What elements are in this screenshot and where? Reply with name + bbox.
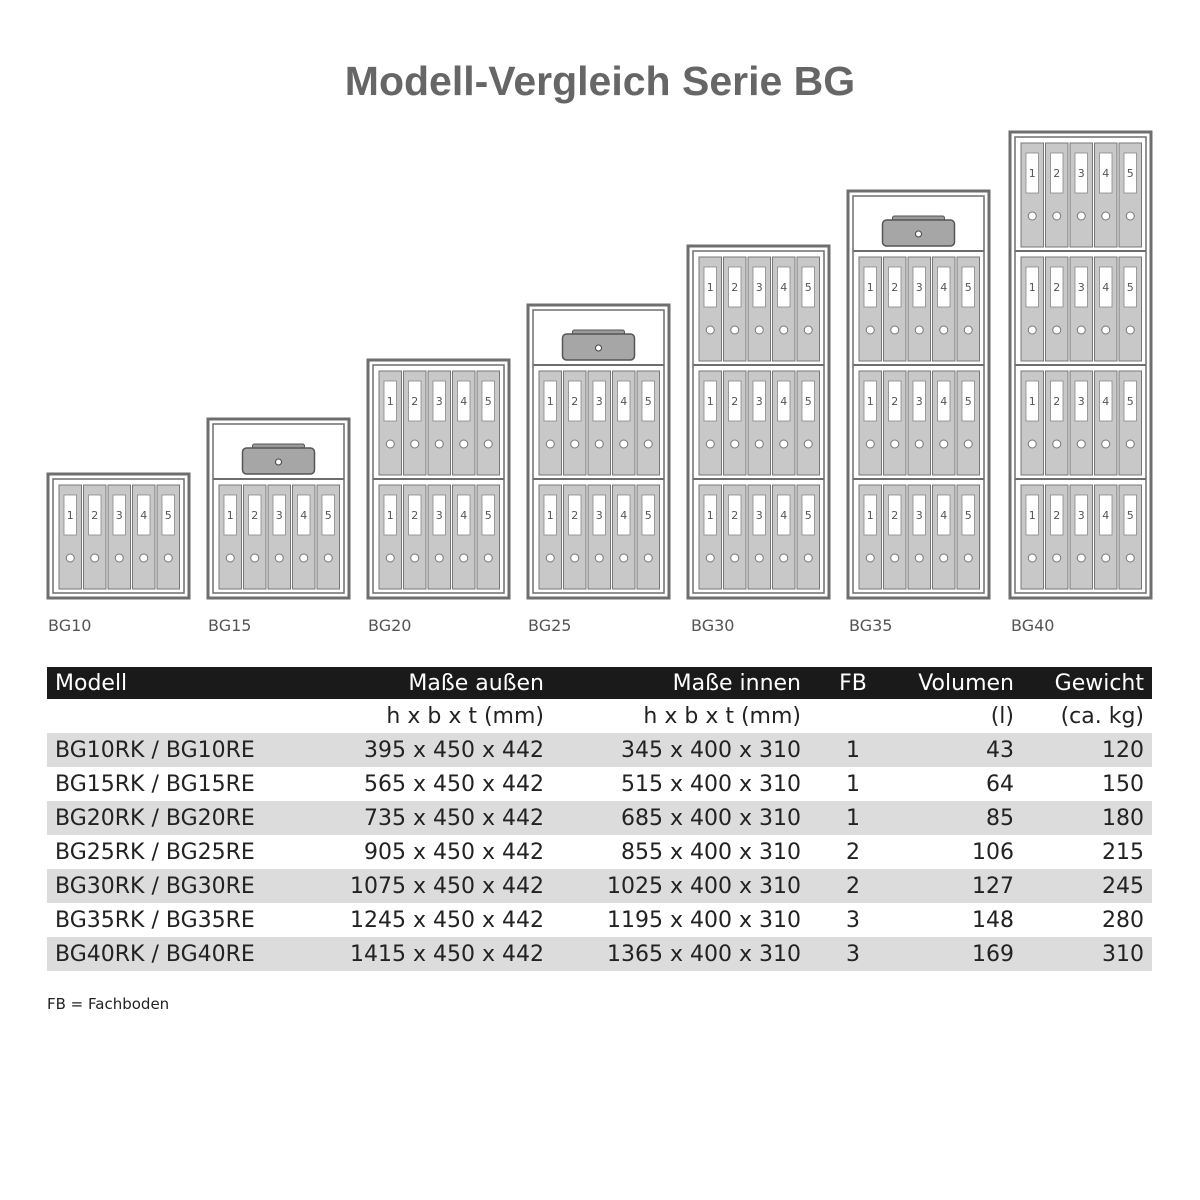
binder-ring [866,554,874,562]
binder-ring [915,554,923,562]
cell-inner: 1025 x 400 x 310 [552,869,809,903]
binder-ring [706,326,714,334]
binder-ring [546,554,554,562]
binder-number: 4 [780,509,788,522]
binder-number: 1 [866,509,874,522]
footnote: FB = Fachboden [47,995,170,1013]
binder-number: 3 [1077,167,1085,180]
binder-ring [571,554,579,562]
binder-number: 2 [251,509,259,522]
cell-inner: 685 x 400 x 310 [552,801,809,835]
binder-ring [275,554,283,562]
binder-ring [644,554,652,562]
binder-ring [1102,326,1110,334]
binder-ring [460,554,468,562]
cash-box-lock [596,345,602,351]
safe-bg40 [1010,132,1151,598]
cell-fb: 2 [809,869,897,903]
binder-number: 1 [1028,167,1036,180]
binder-number: 2 [1053,395,1061,408]
safe-bg25 [528,305,669,598]
table-row [47,937,1152,971]
header-fb: FB [809,667,897,699]
binder-ring [804,440,812,448]
binder-ring [731,554,739,562]
cell-outer: 905 x 450 x 442 [364,839,544,865]
header-volume: Volumen [897,667,1022,699]
binder-ring [940,326,948,334]
binder-number: 5 [964,509,972,522]
cell-volume: 127 [897,869,1022,903]
binder-ring [755,440,763,448]
binder-ring [1126,326,1134,334]
cell-inner: 515 x 400 x 310 [621,771,801,797]
binder-ring [1077,212,1085,220]
cell-inner: 855 x 400 x 310 [621,839,801,865]
binder-number: 2 [571,395,579,408]
binder-ring [1053,440,1061,448]
binder-number: 1 [226,509,234,522]
binder-number: 5 [804,281,812,294]
binder-ring [1077,326,1085,334]
binder-number: 4 [300,509,308,522]
cell-volume: 85 [897,801,1022,835]
header-inner: Maße innen [552,667,809,699]
binder-number: 1 [706,509,714,522]
binder-ring [1102,212,1110,220]
binder-ring [386,440,394,448]
binder-ring [435,554,443,562]
binder-ring [164,554,172,562]
binder-ring [411,554,419,562]
binder-ring [755,326,763,334]
binder-number: 1 [866,281,874,294]
cell-model: BG40RK / BG40RE [47,937,287,971]
binder-number: 4 [940,395,948,408]
cell-fb: 1 [809,801,897,835]
binder-ring [780,554,788,562]
cell-volume: 106 [972,839,1014,865]
binder-number: 3 [755,509,763,522]
cell-outer: 565 x 450 x 442 [364,771,544,797]
cell-fb: 2 [846,839,860,865]
binder-number: 3 [275,509,283,522]
binder-number: 5 [1126,509,1134,522]
binder-ring [460,440,468,448]
binder-number: 5 [324,509,332,522]
binder-ring [1077,554,1085,562]
binder-ring [866,326,874,334]
safe-caption-bg15: BG15 [208,616,252,635]
binder-ring [964,440,972,448]
cell-fb: 1 [846,771,860,797]
binder-number: 1 [386,395,394,408]
cell-weight: 245 [1022,869,1152,903]
binder-ring [595,440,603,448]
table-row [47,835,1152,869]
binder-ring [940,440,948,448]
binder-number: 2 [411,509,419,522]
binder-number: 3 [435,395,443,408]
binder-number: 4 [940,281,948,294]
binder-number: 4 [780,395,788,408]
binder-ring [1126,554,1134,562]
cell-model: BG30RK / BG30RE [47,869,287,903]
binder-number: 5 [484,395,492,408]
binder-number: 2 [1053,167,1061,180]
binder-number: 4 [1102,281,1110,294]
binder-ring [1053,326,1061,334]
table-subheader-row [47,699,1152,733]
binder-number: 2 [731,509,739,522]
cell-fb: 3 [846,907,860,933]
safe-caption-bg10: BG10 [48,616,92,635]
header-model: Modell [47,667,287,699]
cell-fb: 1 [809,733,897,767]
safe-caption-bg20: BG20 [368,616,412,635]
binder-ring [1028,554,1036,562]
binder-ring [915,326,923,334]
table-row [47,869,1152,903]
binder-ring [1053,554,1061,562]
safe-caption-bg40: BG40 [1011,616,1055,635]
binder-number: 4 [1102,395,1110,408]
binder-ring [891,440,899,448]
cell-outer: 1415 x 450 x 442 [287,937,552,971]
binder-number: 2 [411,395,419,408]
binder-ring [620,440,628,448]
binder-number: 2 [731,281,739,294]
binder-number: 2 [91,509,99,522]
cell-outer: 735 x 450 x 442 [287,801,552,835]
binder-number: 5 [484,509,492,522]
cell-fb: 3 [809,937,897,971]
binder-number: 1 [706,281,714,294]
binder-ring [91,554,99,562]
binder-ring [300,554,308,562]
binder-ring [546,440,554,448]
binder-number: 1 [546,395,554,408]
subheader-fb [809,699,897,733]
subheader-outer: h x b x t (mm) [386,703,544,729]
binder-ring [731,326,739,334]
binder-number: 4 [940,509,948,522]
binder-ring [780,326,788,334]
binder-number: 1 [386,509,394,522]
binder-number: 2 [571,509,579,522]
binder-number: 2 [1053,281,1061,294]
cell-volume: 148 [972,907,1014,933]
binder-number: 5 [644,395,652,408]
binder-number: 2 [1053,509,1061,522]
binder-number: 3 [915,281,923,294]
binder-ring [915,440,923,448]
binder-number: 4 [140,509,148,522]
table-header-row [47,667,1152,699]
binder-number: 3 [115,509,123,522]
cell-weight: 150 [1102,771,1144,797]
subheader-volume: (l) [990,703,1014,729]
cell-weight: 180 [1022,801,1152,835]
binder-ring [226,554,234,562]
binder-number: 1 [546,509,554,522]
binder-number: 1 [706,395,714,408]
safe-bg15 [208,419,349,598]
binder-number: 3 [1077,281,1085,294]
cell-inner: 1195 x 400 x 310 [607,907,801,933]
table-row [47,733,1152,767]
binder-number: 4 [780,281,788,294]
safe-bg35 [848,191,989,598]
binder-ring [1102,554,1110,562]
cell-weight: 310 [1022,937,1152,971]
binder-number: 4 [1102,167,1110,180]
binder-number: 4 [620,509,628,522]
subheader-model [47,699,287,733]
binder-number: 3 [435,509,443,522]
binder-number: 5 [1126,281,1134,294]
binder-ring [891,554,899,562]
subheader-inner: h x b x t (mm) [643,703,801,729]
binder-ring [940,554,948,562]
page-title: Modell-Vergleich Serie BG [344,58,856,104]
binder-number: 3 [915,395,923,408]
binder-ring [484,440,492,448]
binder-number: 1 [1028,509,1036,522]
binder-number: 3 [755,281,763,294]
spec-table [47,667,1152,971]
binder-ring [804,554,812,562]
binder-number: 2 [891,395,899,408]
binder-number: 2 [891,509,899,522]
binder-number: 4 [620,395,628,408]
binder-ring [755,554,763,562]
binder-ring [1053,212,1061,220]
cell-outer: 1075 x 450 x 442 [287,869,552,903]
binder-ring [66,554,74,562]
table-row [47,767,1152,801]
cell-model: BG15RK / BG15RE [55,771,255,797]
table-row [47,903,1152,937]
binder-ring [706,554,714,562]
table-row [47,801,1152,835]
binder-ring [804,326,812,334]
cell-outer: 395 x 450 x 442 [287,733,552,767]
binder-number: 5 [964,281,972,294]
cell-volume: 169 [897,937,1022,971]
binder-ring [1028,212,1036,220]
binder-ring [484,554,492,562]
binder-number: 5 [644,509,652,522]
binder-number: 5 [804,509,812,522]
binder-number: 3 [595,509,603,522]
safe-caption-bg25: BG25 [528,616,572,635]
binder-ring [1077,440,1085,448]
binder-ring [780,440,788,448]
binder-number: 2 [731,395,739,408]
binder-ring [644,440,652,448]
cash-box-lock [276,459,282,465]
binder-number: 4 [1102,509,1110,522]
binder-number: 1 [1028,395,1036,408]
safe-bg10 [48,474,189,598]
binder-number: 4 [460,509,468,522]
binder-number: 4 [460,395,468,408]
binder-number: 1 [1028,281,1036,294]
binder-ring [386,554,394,562]
header-outer: Maße außen [287,667,552,699]
binder-number: 1 [66,509,74,522]
binder-ring [866,440,874,448]
binder-number: 2 [891,281,899,294]
binder-number: 3 [1077,395,1085,408]
binder-ring [620,554,628,562]
binder-ring [571,440,579,448]
safe-bg20 [368,360,509,598]
header-weight: Gewicht [1022,667,1152,699]
binder-number: 3 [755,395,763,408]
binder-number: 5 [164,509,172,522]
cell-model: BG10RK / BG10RE [47,733,287,767]
binder-ring [411,440,419,448]
binder-number: 3 [915,509,923,522]
cell-inner: 345 x 400 x 310 [552,733,809,767]
cell-volume: 64 [986,771,1014,797]
safe-caption-bg35: BG35 [849,616,893,635]
binder-ring [140,554,148,562]
cell-weight: 280 [1102,907,1144,933]
cell-weight: 215 [1102,839,1144,865]
cash-box-lock [916,231,922,237]
binder-number: 1 [866,395,874,408]
binder-ring [731,440,739,448]
binder-ring [891,326,899,334]
binder-ring [595,554,603,562]
binder-ring [964,326,972,334]
binder-ring [706,440,714,448]
cell-model: BG35RK / BG35RE [55,907,255,933]
binder-number: 5 [1126,167,1134,180]
cell-model: BG25RK / BG25RE [55,839,255,865]
binder-number: 5 [1126,395,1134,408]
binder-ring [1126,440,1134,448]
binder-ring [964,554,972,562]
cell-weight: 120 [1022,733,1152,767]
binder-ring [324,554,332,562]
cell-outer: 1245 x 450 x 442 [350,907,544,933]
cell-model: BG20RK / BG20RE [47,801,287,835]
binder-ring [1126,212,1134,220]
binder-ring [1028,326,1036,334]
binder-number: 5 [804,395,812,408]
safe-bg30 [688,246,829,598]
binder-number: 5 [964,395,972,408]
binder-ring [115,554,123,562]
cell-volume: 43 [897,733,1022,767]
binder-ring [251,554,259,562]
binder-ring [1028,440,1036,448]
binder-number: 3 [595,395,603,408]
subheader-weight: (ca. kg) [1060,703,1144,729]
binder-ring [1102,440,1110,448]
cell-inner: 1365 x 400 x 310 [552,937,809,971]
binder-number: 3 [1077,509,1085,522]
binder-ring [435,440,443,448]
safe-caption-bg30: BG30 [691,616,735,635]
